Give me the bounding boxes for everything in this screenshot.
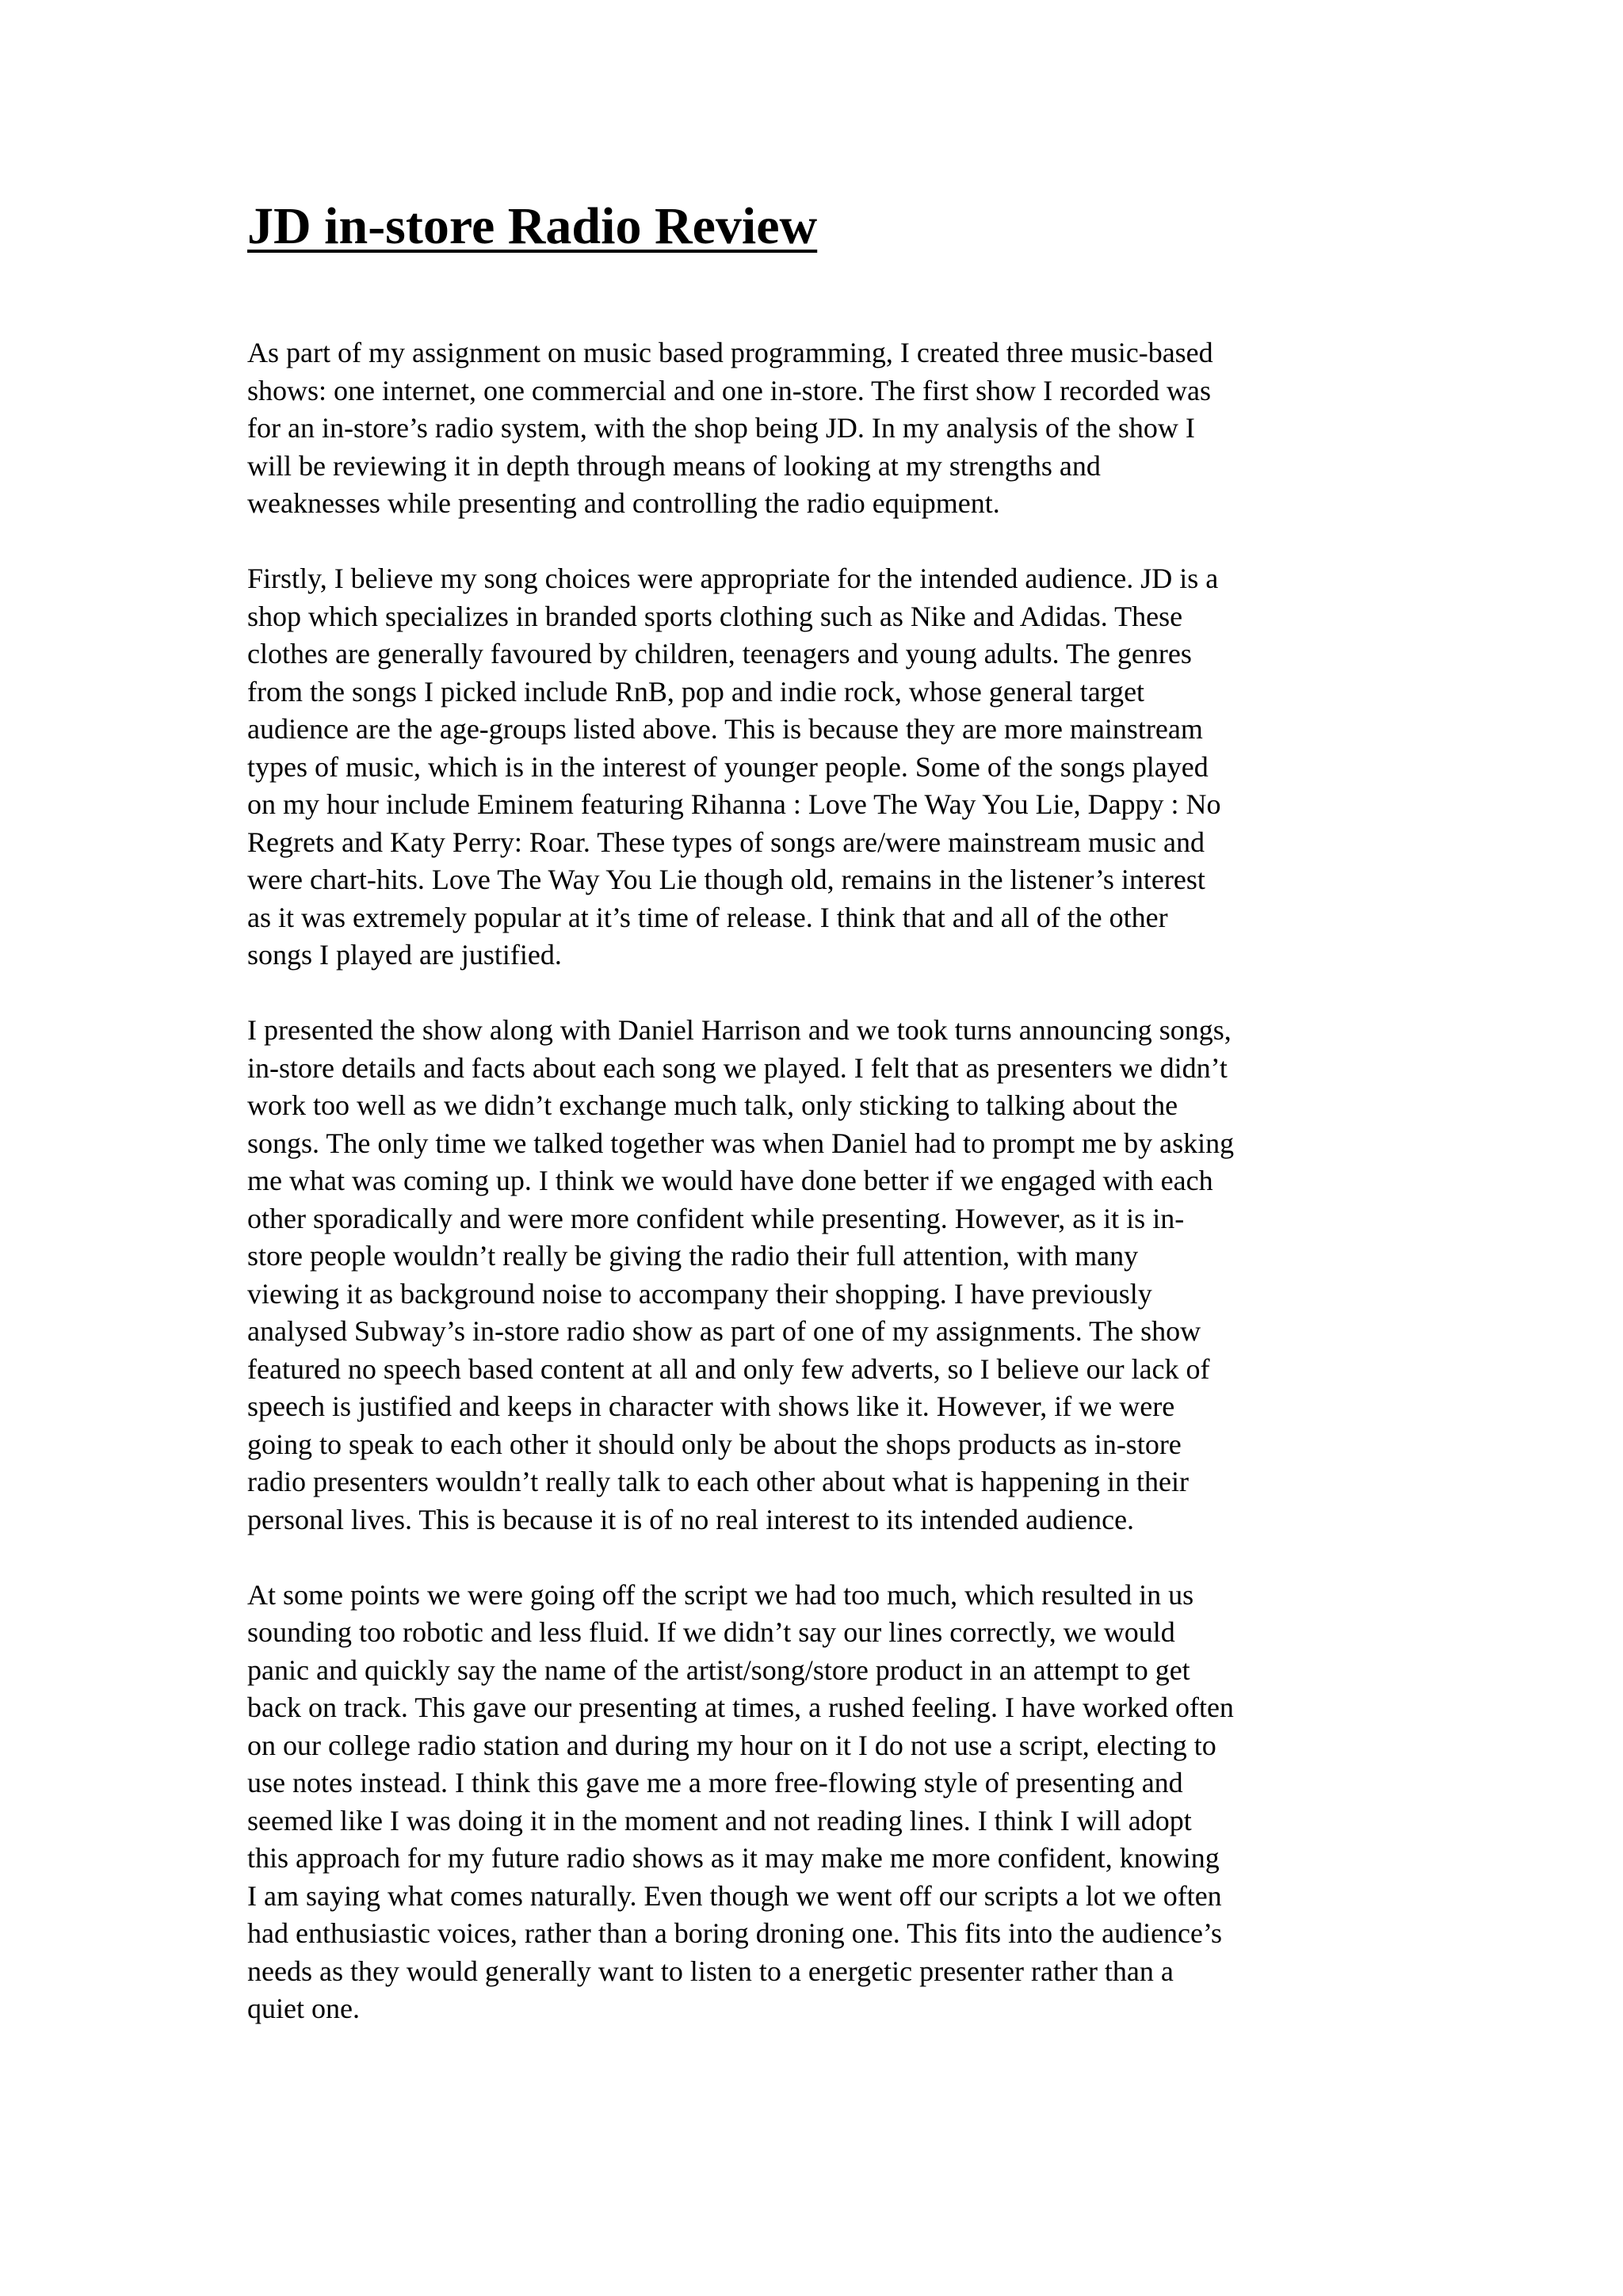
text-line: going to speak to each other it should only be about the shops products as in-store: [247, 1428, 1182, 1460]
text-line: speech is justified and keeps in character with shows like it. However, if we were: [247, 1390, 1175, 1422]
text-line: store people wouldn’t really be giving the radio their full attention, with many: [247, 1240, 1139, 1272]
text-line: will be reviewing it in depth through means of looking at my strengths and: [247, 449, 1101, 482]
text-line: radio presenters wouldn’t really talk to each other about what is happening in their: [247, 1466, 1189, 1497]
text-line: sounding too robotic and less fluid. If we didn’t say our lines correctly, we would: [247, 1616, 1175, 1648]
text-line: songs I played are justified.: [247, 939, 562, 971]
text-line: Regrets and Katy Perry: Roar. These types of songs are/were mainstream music and: [247, 826, 1205, 858]
text-line: As part of my assignment on music based programming, I created three music-based: [247, 337, 1213, 368]
text-line: from the songs I picked include RnB, pop and indie rock, whose general target: [247, 675, 1145, 707]
text-line: analysed Subway’s in-store radio show as part of one of my assignments. The show: [247, 1315, 1201, 1347]
document-title: JD in-store Radio Review: [247, 197, 818, 255]
text-line: were chart-hits. Love The Way You Lie though old, remains in the listener’s interest: [247, 864, 1205, 895]
document-body: [247, 334, 1436, 2065]
paragraph-4: [247, 1577, 1436, 2028]
text-line: me what was coming up. I think we would have done better if we engaged with each: [247, 1165, 1213, 1196]
text-line: in-store details and facts about each song we played. I felt that as presenters we didn’t: [247, 1051, 1228, 1084]
text-line: for an in-store’s radio system, with the shop being JD. In my analysis of the show I: [247, 412, 1195, 444]
text-line: this approach for my future radio shows as it may make me more confident, knowing: [247, 1842, 1220, 1874]
text-line: use notes instead. I think this gave me a more free-flowing style of presenting and: [247, 1767, 1183, 1798]
text-line: on my hour include Eminem featuring Rihanna : Love The Way You Lie, Dappy : No: [247, 788, 1221, 820]
text-line: weaknesses while presenting and controlling the radio equipment.: [247, 487, 1000, 519]
text-line: clothes are generally favoured by children, teenagers and young adults. The genres: [247, 638, 1192, 669]
text-line: needs as they would generally want to listen to a energetic presenter rather than a: [247, 1955, 1174, 1987]
text-line: audience are the age-groups listed above. This is because they are more mainstream: [247, 713, 1203, 745]
text-line: other sporadically and were more confident while presenting. However, as it is in-: [247, 1202, 1185, 1234]
text-line: At some points we were going off the script we had too much, which resulted in us: [247, 1578, 1194, 1611]
text-line: featured no speech based content at all and only few adverts, so I believe our lack of: [247, 1352, 1210, 1385]
text-line: as it was extremely popular at it’s time of release. I think that and all of the other: [247, 901, 1168, 933]
text-line: I presented the show along with Daniel Harrison and we took turns announcing songs,: [247, 1014, 1232, 1046]
text-line: had enthusiastic voices, rather than a boring droning one. This fits into the audience’s: [247, 1917, 1223, 1949]
text-line: viewing it as background noise to accompany their shopping. I have previously: [247, 1277, 1152, 1310]
text-line: panic and quickly say the name of the artist/song/store product in an attempt to get: [247, 1653, 1190, 1686]
paragraph-3: [247, 1012, 1436, 1539]
text-line: I am saying what comes naturally. Even though we went off our scripts a lot we often: [247, 1879, 1222, 1912]
text-line: Firstly, I believe my song choices were appropriate for the intended audience. JD is a: [247, 563, 1219, 594]
text-line: songs. The only time we talked together was when Daniel had to prompt me by asking: [247, 1127, 1235, 1159]
text-line: seemed like I was doing it in the moment and not reading lines. I think I will adopt: [247, 1804, 1192, 1836]
text-line: types of music, which is in the interest of younger people. Some of the songs played: [247, 750, 1209, 783]
text-line: personal lives. This is because it is of no real interest to its intended audience.: [247, 1503, 1135, 1535]
text-line: back on track. This gave our presenting at times, a rushed feeling. I have worked often: [247, 1691, 1234, 1723]
paragraph-2: [247, 560, 1436, 974]
text-line: work too well as we didn’t exchange much talk, only sticking to talking about the: [247, 1089, 1178, 1121]
text-line: quiet one.: [247, 1993, 360, 2024]
paragraph-1: [247, 334, 1436, 523]
text-line: on our college radio station and during my hour on it I do not use a script, electing to: [247, 1729, 1216, 1761]
text-line: shows: one internet, one commercial and one in-store. The first show I recorded was: [247, 374, 1211, 406]
text-line: shop which specializes in branded sports clothing such as Nike and Adidas. These: [247, 600, 1183, 632]
